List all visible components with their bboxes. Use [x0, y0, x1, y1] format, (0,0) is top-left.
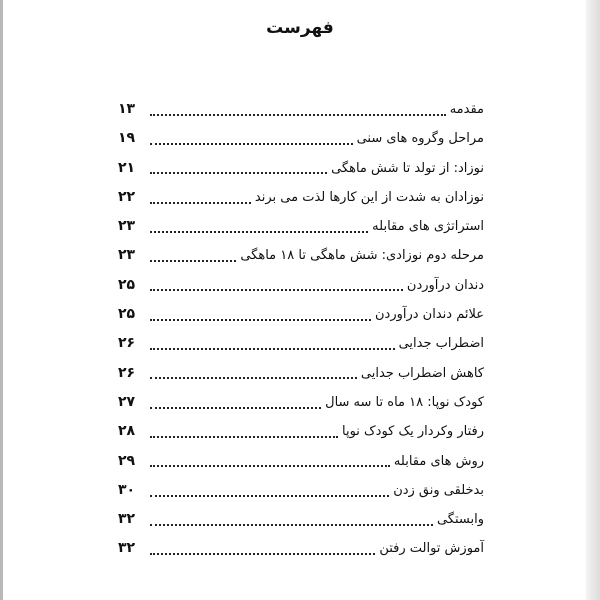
dot-leader: [150, 553, 375, 555]
toc-entry-title: علائم دندان درآوردن: [374, 307, 484, 323]
dot-leader: [150, 495, 389, 497]
toc-entry: [118, 476, 484, 505]
toc-entry-page-number: ۲۳: [118, 247, 136, 264]
dot-leader: [150, 143, 353, 145]
table-of-contents: [118, 95, 484, 564]
toc-entry: [118, 359, 484, 388]
toc-entry: [118, 447, 484, 476]
page-edge-right: [586, 0, 600, 600]
toc-entry: [118, 212, 484, 241]
toc-entry: [118, 388, 484, 417]
toc-entry-title: نوزاد: از تولد تا شش ماهگی: [331, 160, 484, 176]
toc-entry: [118, 271, 484, 300]
dot-leader: [150, 436, 338, 438]
toc-entry-page-number: ۲۳: [118, 218, 136, 235]
dot-leader: [150, 407, 321, 409]
toc-entry-title: استراتژی های مقابله: [372, 219, 484, 235]
toc-entry-page-number: ۳۰: [118, 481, 136, 498]
toc-entry-page-number: ۳۲: [118, 540, 136, 557]
toc-entry-page-number: ۱۳: [118, 101, 136, 117]
page-edge-left: [0, 0, 3, 600]
toc-entry: [118, 183, 484, 212]
toc-entry: [118, 154, 484, 183]
dot-leader: [150, 319, 371, 321]
toc-entry: [118, 417, 484, 446]
toc-entry: [118, 505, 484, 534]
toc-entry-title: دندان درآوردن: [406, 277, 484, 293]
toc-entry-page-number: ۲۵: [118, 306, 136, 323]
toc-entry: [118, 534, 484, 563]
toc-entry-title: بدخلقی ونق زدن: [393, 482, 484, 498]
toc-entry-page-number: ۲۶: [118, 335, 136, 352]
toc-entry-title: کودک نوپا: ۱۸ ماه تا سه سال: [325, 394, 484, 410]
toc-entry-page-number: ۲۸: [118, 423, 136, 440]
toc-entry-title: مقدمه: [449, 102, 484, 117]
toc-entry-title: رفتار وکردار یک کودک نوپا: [342, 424, 484, 440]
toc-entry-title: کاهش اضطراب جدایی: [360, 365, 484, 381]
toc-entry: [118, 329, 484, 358]
toc-entry-page-number: ۲۶: [118, 364, 136, 381]
toc-entry: [118, 300, 484, 329]
dot-leader: [150, 260, 236, 262]
toc-entry-title: مرحله دوم نوزادی: شش ماهگی تا ۱۸ ماهگی: [240, 248, 484, 264]
toc-entry: [118, 95, 484, 124]
dot-leader: [150, 231, 368, 233]
dot-leader: [150, 172, 327, 174]
toc-entry-title: نوزادان به شدت از این کارها لذت می برند: [254, 189, 484, 205]
toc-entry-title: آموزش توالت رفتن: [379, 541, 484, 557]
toc-entry-title: روش های مقابله: [393, 453, 484, 469]
toc-entry-page-number: ۳۲: [118, 511, 136, 528]
toc-entry-page-number: ۲۵: [118, 276, 136, 293]
dot-leader: [150, 202, 251, 204]
dot-leader: [150, 348, 395, 350]
dot-leader: [150, 465, 390, 467]
toc-entry-page-number: ۲۷: [118, 393, 136, 410]
toc-entry-page-number: ۲۱: [118, 159, 136, 176]
toc-entry: [118, 124, 484, 153]
page-title: فهرست: [266, 18, 334, 38]
dot-leader: [150, 114, 446, 116]
toc-entry: [118, 241, 484, 270]
toc-entry-title: وابستگی: [436, 512, 484, 528]
toc-entry-title: مراحل وگروه های سنی: [356, 131, 484, 147]
dot-leader: [150, 289, 403, 291]
toc-entry-page-number: ۲۹: [118, 452, 136, 469]
toc-entry-title: اضطراب جدایی: [398, 336, 484, 352]
dot-leader: [150, 524, 433, 526]
dot-leader: [150, 377, 357, 379]
toc-entry-page-number: ۲۲: [118, 188, 136, 205]
toc-entry-page-number: ۱۹: [118, 130, 136, 147]
